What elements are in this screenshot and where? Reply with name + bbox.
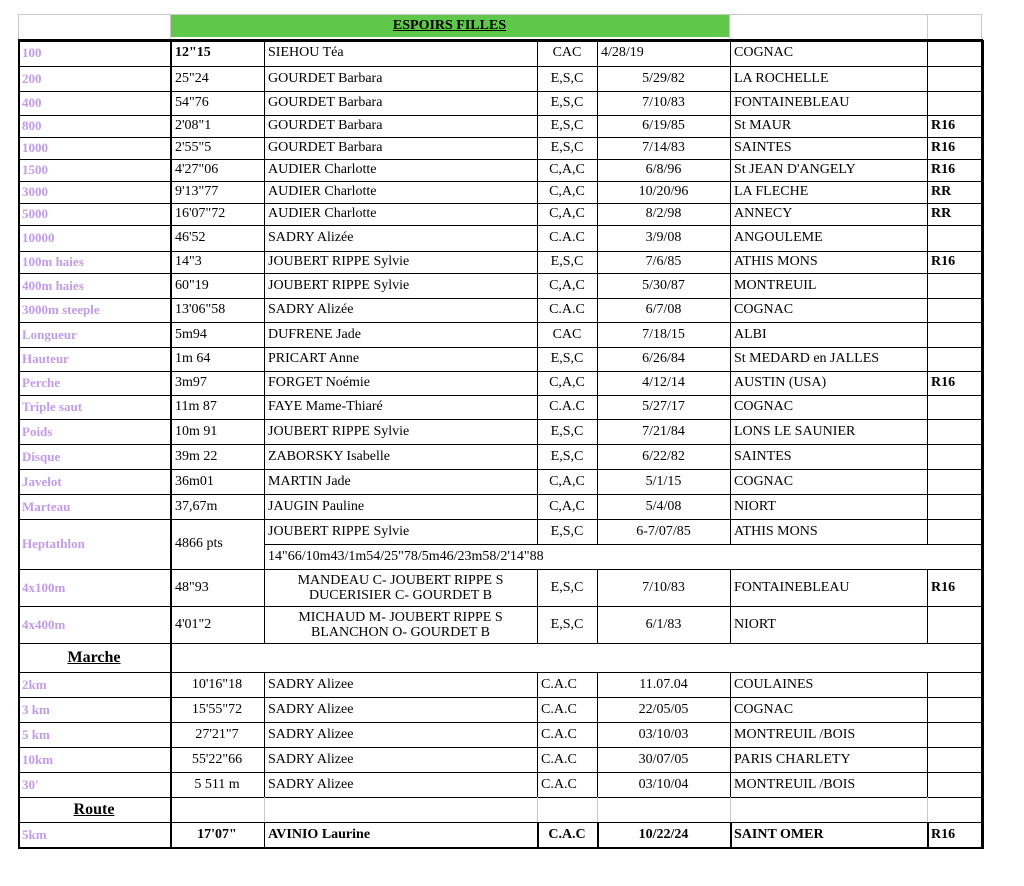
record-date: 10/22/24 — [638, 826, 689, 842]
event-label: 4x100m — [22, 579, 66, 595]
column-divider — [927, 14, 928, 40]
event-label: Perche — [22, 375, 61, 390]
record-city: St MEDARD en JALLES — [734, 351, 880, 366]
column-divider — [981, 40, 984, 849]
row-divider — [18, 847, 983, 849]
performance: 36m01 — [175, 473, 214, 489]
record-date: 4/28/19 — [601, 45, 644, 60]
record-date: 7/6/85 — [645, 254, 682, 269]
club: C,A,C — [549, 498, 585, 514]
record-date: 7/14/83 — [642, 140, 685, 155]
column-divider — [264, 544, 265, 569]
record-level — [927, 747, 981, 772]
club: C,A,C — [549, 206, 585, 221]
column-divider — [730, 797, 731, 822]
column-divider — [981, 14, 982, 40]
club: C,A,C — [549, 375, 585, 390]
record-date: 7/18/15 — [642, 326, 685, 342]
record-level — [927, 722, 981, 747]
event-label: 100 — [22, 45, 42, 60]
column-divider — [597, 40, 598, 544]
record-date: 03/10/04 — [638, 776, 689, 792]
athlete-name: GOURDET Barbara — [268, 118, 383, 133]
record-city: FONTAINEBLEAU — [734, 579, 850, 595]
record-level — [927, 225, 981, 251]
event-label: 200 — [22, 70, 42, 86]
performance: 3m97 — [175, 375, 207, 390]
performance: 54"76 — [175, 95, 209, 110]
column-divider — [927, 672, 928, 797]
club: C.A.C — [548, 826, 586, 842]
record-city: FONTAINEBLEAU — [734, 95, 850, 110]
athlete-name: SADRY Alizee — [268, 701, 354, 717]
record-level — [927, 772, 981, 797]
athlete-name: AUDIER Charlotte — [268, 206, 377, 221]
club: E,S,C — [550, 579, 584, 595]
record-date: 7/10/83 — [642, 95, 685, 110]
record-level — [927, 66, 981, 91]
event-label: 2km — [22, 676, 47, 692]
event-label: 400m haies — [22, 277, 84, 293]
row-divider — [18, 39, 983, 42]
club: C.A.C — [549, 230, 585, 245]
event-label: 3000m steeple — [22, 302, 100, 317]
athlete-name: SIEHOU Téa — [268, 45, 344, 60]
club: E,S,C — [550, 95, 584, 110]
performance: 11m 87 — [175, 399, 217, 414]
athlete-name: FORGET Noémie — [268, 375, 371, 390]
section-title-marche: Marche — [67, 648, 121, 666]
record-level — [927, 395, 981, 419]
athlete-name: SADRY Alizee — [268, 751, 354, 767]
club: E,S,C — [550, 351, 584, 366]
athlete-name: AUDIER Charlotte — [268, 162, 377, 177]
relay-team — [264, 606, 537, 643]
record-date: 6/26/84 — [642, 351, 685, 366]
record-date: 6/19/85 — [642, 118, 685, 133]
record-level — [927, 347, 981, 371]
club: C.A.C — [541, 776, 577, 792]
record-date: 22/05/05 — [638, 701, 689, 717]
column-divider — [18, 14, 19, 40]
club: E,S,C — [550, 254, 584, 269]
event-label: Disque — [22, 448, 61, 464]
column-divider — [597, 822, 599, 847]
club: C.A.C — [549, 399, 585, 414]
event-label: 800 — [22, 118, 42, 133]
event-label: Javelot — [22, 473, 62, 489]
record-level — [927, 419, 981, 444]
row-divider — [18, 14, 981, 15]
record-date: 6-7/07/85 — [636, 523, 691, 539]
performance: 2'08"1 — [175, 118, 212, 133]
event-label: 5km — [22, 826, 47, 842]
record-date: 6/1/83 — [645, 616, 682, 632]
club: C.A.C — [541, 751, 577, 767]
club: E,S,C — [550, 448, 584, 464]
column-divider — [597, 672, 598, 797]
record-city: St JEAN D'ANGELY — [734, 162, 856, 177]
club: C,A,C — [549, 184, 585, 199]
club: E,S,C — [550, 423, 584, 439]
club: E,S,C — [550, 70, 584, 86]
relay-team-line: MANDEAU C- JOUBERT RIPPE S — [297, 572, 504, 588]
column-divider — [730, 672, 731, 797]
record-level — [927, 494, 981, 519]
record-level — [927, 444, 981, 469]
record-city: ALBI — [734, 326, 767, 342]
performance: 10m 91 — [175, 423, 218, 439]
performance: 15'55"72 — [191, 701, 243, 717]
record-date: 7/21/84 — [642, 423, 685, 439]
record-date: 4/12/14 — [642, 375, 685, 390]
record-city: SAINTES — [734, 140, 792, 155]
record-city: COGNAC — [734, 302, 794, 317]
club: C.A.C — [541, 726, 577, 742]
column-divider — [264, 569, 265, 643]
club: E,S,C — [550, 523, 584, 539]
athlete-name: AUDIER Charlotte — [268, 184, 377, 199]
record-city: SAINT OMER — [734, 826, 824, 842]
performance: 25"24 — [175, 70, 209, 86]
record-city: LA ROCHELLE — [734, 70, 829, 86]
club: C.A.C — [549, 302, 585, 317]
performance: 10'16"18 — [191, 676, 243, 692]
athlete-name: JOUBERT RIPPE Sylvie — [268, 254, 410, 269]
club: C,A,C — [549, 277, 585, 293]
event-label: 5000 — [22, 206, 48, 221]
performance: 5 511 m — [194, 776, 240, 792]
record-city: PARIS CHARLETY — [734, 751, 851, 767]
athlete-name: SADRY Alizée — [268, 230, 354, 245]
athlete-name: JOUBERT RIPPE Sylvie — [268, 277, 410, 293]
event-label: 5 km — [22, 726, 50, 742]
athlete-name: AVINIO Laurine — [268, 826, 371, 842]
record-date: 30/07/05 — [638, 751, 689, 767]
event-label: 100m haies — [22, 254, 84, 269]
column-divider — [927, 822, 929, 847]
athlete-name: PRICART Anne — [268, 351, 360, 366]
club: E,S,C — [550, 140, 584, 155]
column-divider — [264, 672, 265, 797]
column-divider — [927, 569, 928, 643]
performance: 46'52 — [175, 230, 206, 245]
athlete-name: JOUBERT RIPPE Sylvie — [268, 523, 410, 539]
performance: 48"93 — [175, 579, 209, 595]
record-city: COULAINES — [734, 676, 814, 692]
record-city: ANGOULEME — [734, 230, 823, 245]
column-divider — [537, 797, 538, 822]
event-label: 1500 — [22, 162, 48, 177]
event-label: Hauteur — [22, 351, 69, 366]
column-divider — [730, 40, 731, 544]
column-divider — [18, 40, 20, 847]
record-level — [927, 40, 981, 66]
record-level — [927, 273, 981, 298]
event-label: 4x400m — [22, 616, 66, 632]
record-city: ATHIS MONS — [734, 523, 818, 539]
record-date: 5/1/15 — [645, 473, 682, 489]
club: C,A,C — [549, 162, 585, 177]
column-divider — [264, 797, 265, 822]
record-level: R16 — [931, 375, 956, 390]
athlete-name: SADRY Alizée — [268, 302, 354, 317]
record-level: R16 — [931, 254, 956, 269]
performance: 60"19 — [175, 277, 209, 293]
club: CAC — [552, 45, 582, 60]
record-level — [927, 672, 981, 697]
record-level: RR — [931, 184, 952, 199]
relay-team-line: BLANCHON O- GOURDET B — [310, 624, 491, 640]
event-label: 30' — [22, 776, 39, 792]
event-label: Poids — [22, 423, 53, 439]
heptathlon-detail: 14"66/10m43/1m54/25"78/5m46/23m58/2'14"88 — [268, 548, 544, 564]
record-date: 3/9/08 — [645, 230, 682, 245]
column-divider — [927, 40, 928, 544]
section-title-route: Route — [73, 800, 115, 818]
performance: 9'13"77 — [175, 184, 219, 199]
performance: 16'07"72 — [175, 206, 226, 221]
record-date: 5/29/82 — [642, 70, 685, 86]
record-date: 5/4/08 — [645, 498, 682, 514]
column-divider — [264, 40, 265, 544]
performance: 12"15 — [175, 45, 211, 60]
record-level: R16 — [931, 162, 956, 177]
performance: 2'55"5 — [175, 140, 212, 155]
record-level — [927, 322, 981, 347]
event-label: 3000 — [22, 184, 48, 199]
record-city: MONTREUIL — [734, 277, 817, 293]
record-level: R16 — [931, 118, 956, 133]
record-date: 6/7/08 — [645, 302, 682, 317]
record-city: ATHIS MONS — [734, 254, 818, 269]
performance: 27'21"7 — [195, 726, 239, 742]
club: C.A.C — [541, 676, 577, 692]
performance: 4'27"06 — [175, 162, 219, 177]
record-level — [927, 469, 981, 494]
record-city: St MAUR — [734, 118, 792, 133]
club: C.A.C — [541, 701, 577, 717]
athlete-name: GOURDET Barbara — [268, 70, 383, 86]
row-divider — [264, 544, 981, 545]
column-divider — [597, 797, 598, 822]
page-title: ESPOIRS FILLES — [392, 17, 507, 33]
athlete-name: SADRY Alizee — [268, 776, 354, 792]
record-city: AUSTIN (USA) — [734, 375, 827, 390]
record-city: LA FLECHE — [734, 184, 809, 199]
event-label: Marteau — [22, 498, 71, 514]
athlete-name: GOURDET Barbara — [268, 95, 383, 110]
athlete-name: MARTIN Jade — [268, 473, 351, 489]
performance: 4'01"2 — [175, 616, 212, 632]
record-city: NIORT — [734, 498, 776, 514]
record-date: 8/2/98 — [645, 206, 682, 221]
record-level — [927, 91, 981, 115]
club: CAC — [552, 326, 582, 342]
event-label: 400 — [22, 95, 42, 110]
record-date: 10/20/96 — [638, 184, 689, 199]
relay-team — [264, 569, 537, 606]
club: E,S,C — [550, 118, 584, 133]
performance: 1m 64 — [175, 351, 211, 366]
club: E,S,C — [550, 616, 584, 632]
column-divider — [927, 797, 928, 822]
event-label: 3 km — [22, 701, 50, 717]
athlete-name: JOUBERT RIPPE Sylvie — [268, 423, 410, 439]
column-divider — [170, 14, 171, 40]
record-city: LONS LE SAUNIER — [734, 423, 856, 439]
record-city: COGNAC — [734, 473, 794, 489]
record-date: 6/22/82 — [642, 448, 685, 464]
column-divider — [730, 569, 731, 643]
performance: 37,67m — [175, 498, 218, 514]
performance: 14"3 — [175, 254, 202, 269]
column-divider — [264, 822, 265, 847]
performance: 55'22"66 — [191, 751, 243, 767]
column-divider — [537, 672, 538, 797]
club: C,A,C — [549, 473, 585, 489]
record-level: R16 — [931, 826, 956, 842]
record-city: NIORT — [734, 616, 776, 632]
athlete-name: DUFRENE Jade — [268, 326, 361, 342]
record-date: 5/27/17 — [642, 399, 685, 414]
record-date: 5/30/87 — [642, 277, 685, 293]
relay-team-line: DUCERISIER C- GOURDET B — [309, 587, 492, 603]
record-level: R16 — [931, 579, 956, 595]
performance: 39m 22 — [175, 448, 218, 464]
performance: 4866 pts — [175, 536, 223, 551]
relay-team-line: MICHAUD M- JOUBERT RIPPE S — [298, 609, 503, 625]
column-divider — [729, 14, 730, 40]
athlete-name: ZABORSKY Isabelle — [268, 448, 390, 464]
column-divider — [537, 822, 539, 847]
event-label: Longueur — [22, 326, 77, 342]
record-date: 11.07.04 — [639, 676, 688, 692]
column-divider — [730, 822, 732, 847]
record-city: COGNAC — [734, 45, 794, 60]
record-date: 6/8/96 — [645, 162, 682, 177]
record-city: MONTREUIL /BOIS — [734, 726, 856, 742]
performance: 17'07" — [197, 826, 237, 842]
performance: 13'06"58 — [175, 302, 226, 317]
column-divider — [170, 40, 172, 847]
performance: 5m94 — [175, 326, 207, 342]
athlete-name: FAYE Mame-Thiaré — [268, 399, 383, 414]
record-level — [927, 298, 981, 322]
column-divider — [597, 569, 598, 643]
event-label: Heptathlon — [22, 536, 85, 551]
record-level — [927, 697, 981, 722]
record-date: 03/10/03 — [638, 726, 689, 742]
event-label: 10km — [22, 751, 54, 767]
athlete-name: GOURDET Barbara — [268, 140, 383, 155]
record-city: SAINTES — [734, 448, 792, 464]
record-level — [927, 606, 981, 643]
record-level: R16 — [931, 140, 956, 155]
column-divider — [537, 40, 538, 544]
event-label: Triple saut — [22, 399, 83, 414]
athlete-name: SADRY Alizee — [268, 726, 354, 742]
record-date: 7/10/83 — [642, 579, 685, 595]
column-divider — [537, 569, 538, 643]
event-label: 10000 — [22, 230, 55, 245]
event-label: 1000 — [22, 140, 48, 155]
record-city: COGNAC — [734, 701, 794, 717]
record-level: RR — [931, 206, 952, 221]
athlete-name: SADRY Alizee — [268, 676, 354, 692]
record-city: COGNAC — [734, 399, 794, 414]
record-city: MONTREUIL /BOIS — [734, 776, 856, 792]
athlete-name: JAUGIN Pauline — [268, 498, 365, 514]
record-city: ANNECY — [734, 206, 793, 221]
record-level — [927, 519, 981, 544]
